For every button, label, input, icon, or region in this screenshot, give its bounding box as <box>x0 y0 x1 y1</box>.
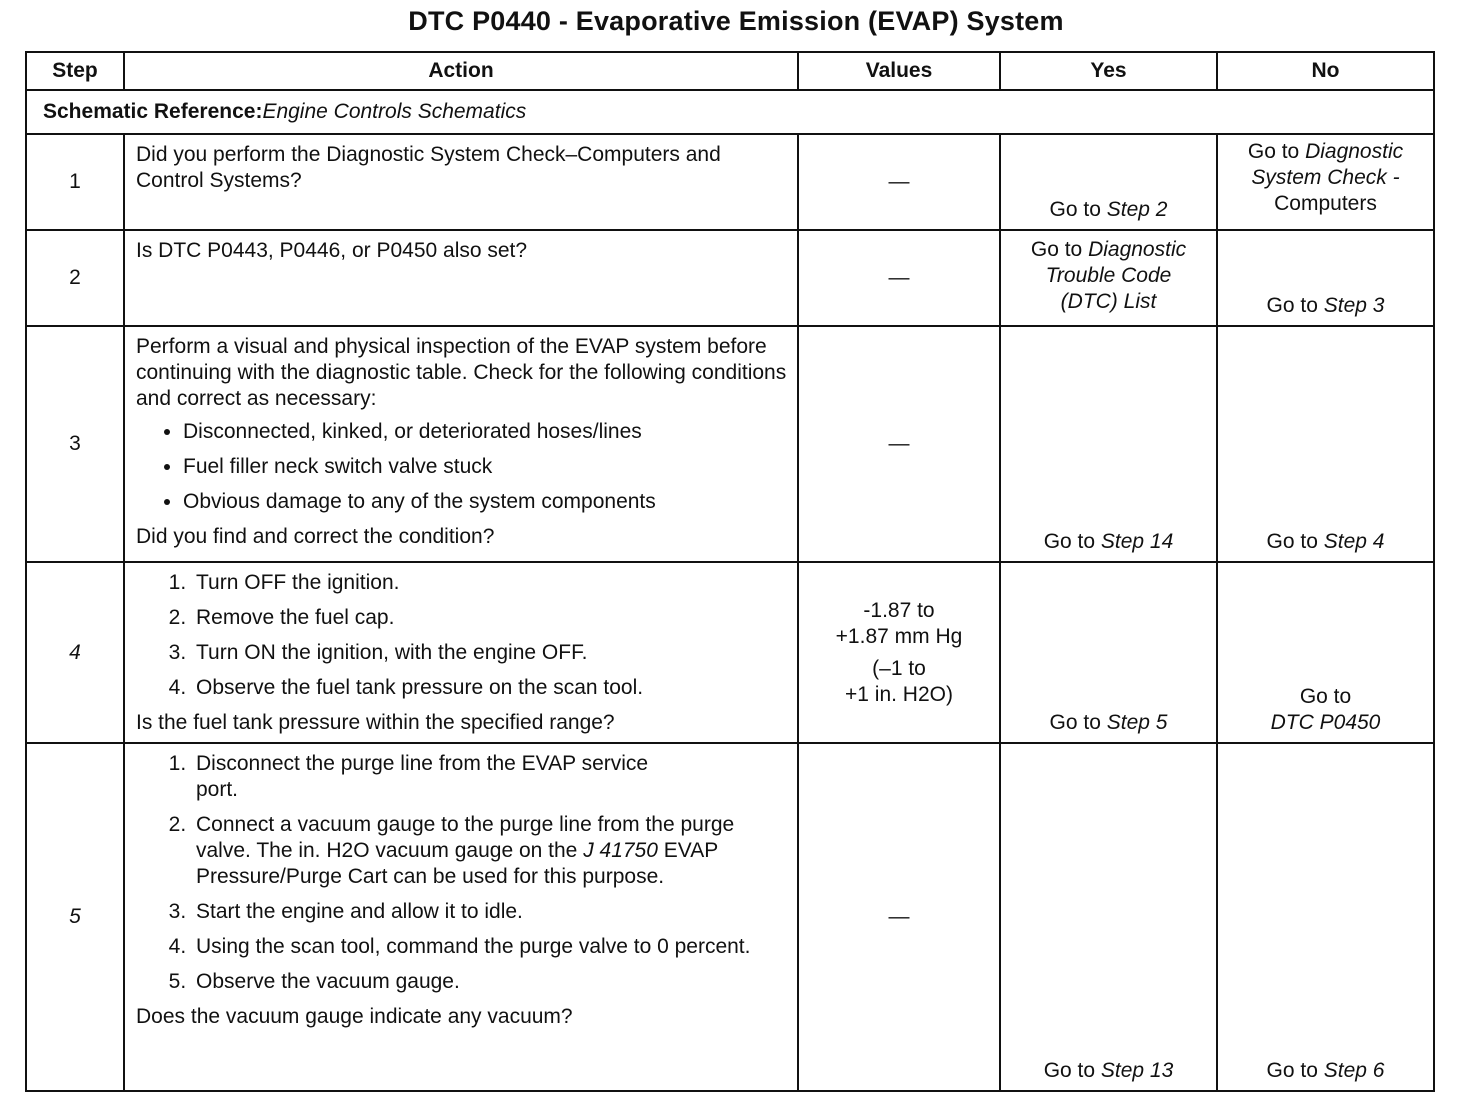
list-item <box>192 812 787 890</box>
schematic-row <box>26 90 1434 134</box>
step-number: 4 <box>26 562 124 743</box>
schematic-reference <box>26 90 1434 134</box>
action-intro: Perform a visual and physical inspection of the EVAP system before continuing with the diagnostic table. Check for the following conditions and correct as necessary: <box>136 335 787 410</box>
list-item: 1. Disconnect the purge line from the EVAP service port. <box>192 751 787 803</box>
yes-cell <box>1000 134 1217 230</box>
page-title: DTC P0440 - Evaporative Emission (EVAP) System <box>408 6 1064 36</box>
yes-cell <box>1000 562 1217 743</box>
list-item: 5. Observe the vacuum gauge. <box>192 969 787 995</box>
value-line: +1 in. H2O) <box>845 682 953 706</box>
yes-cell <box>1000 230 1217 326</box>
yes-ref-link: Step 13 <box>1100 1059 1174 1082</box>
list-item: • Fuel filler neck switch valve stuck <box>183 454 787 480</box>
yes-ref-link: Step 5 <box>1106 711 1168 734</box>
list-item: • Disconnected, kinked, or deteriorated hoses/lines <box>183 419 787 445</box>
value-line: (–1 to <box>872 656 926 680</box>
no-cell <box>1217 326 1434 562</box>
action-text: Is DTC P0443, P0446, or P0450 also set? <box>124 230 798 326</box>
no-prefix: Go to <box>1247 140 1306 163</box>
table-row <box>26 230 1434 326</box>
yes-prefix: Go to <box>1049 711 1107 734</box>
list-item: 4. Using the scan tool, command the purge valve to 0 percent. <box>192 934 787 960</box>
tool-ref: J 41750 <box>583 839 658 862</box>
step-number: 5 <box>26 743 124 1091</box>
yes-prefix: Go to <box>1043 530 1101 553</box>
action-text <box>124 326 798 562</box>
no-cell <box>1217 134 1434 230</box>
values-cell <box>798 562 1000 743</box>
condition-list <box>136 419 787 515</box>
header-yes: Yes <box>1000 52 1217 90</box>
table-header-row <box>26 52 1434 90</box>
values-cell: — <box>798 743 1000 1091</box>
no-suffix: Computers <box>1274 192 1377 215</box>
no-ref-link: DTC P0450 <box>1270 711 1381 734</box>
no-cell <box>1217 743 1434 1091</box>
no-ref-link: Step 4 <box>1323 530 1385 553</box>
header-no: No <box>1217 52 1434 90</box>
procedure-list <box>136 751 787 995</box>
table-row <box>26 743 1434 1091</box>
no-ref-link: Diagnostic System Check - <box>1251 140 1404 189</box>
values-cell: — <box>798 326 1000 562</box>
list-item: 3. Start the engine and allow it to idle. <box>192 899 787 925</box>
no-cell <box>1217 562 1434 743</box>
no-ref-link: Step 6 <box>1323 1059 1385 1082</box>
no-prefix: Go to <box>1299 685 1352 708</box>
step-number: 1 <box>26 134 124 230</box>
step-text: Connect a vacuum gauge to the purge line from the purge valve. The in. H2O vacuum gauge on the <box>196 813 735 862</box>
action-text <box>124 562 798 743</box>
list-item: 4. Observe the fuel tank pressure on the scan tool. <box>192 675 787 701</box>
table-row <box>26 134 1434 230</box>
list-item: 3. Turn ON the ignition, with the engine OFF. <box>192 640 787 666</box>
header-values: Values <box>798 52 1000 90</box>
yes-prefix: Go to <box>1030 238 1089 261</box>
action-text: Did you perform the Diagnostic System Check–Computers and Control Systems? <box>124 134 798 230</box>
list-item: • Obvious damage to any of the system components <box>183 489 787 515</box>
no-prefix: Go to <box>1266 1059 1324 1082</box>
list-item: 2. Remove the fuel cap. <box>192 605 787 631</box>
step-number: 2 <box>26 230 124 326</box>
schematic-label: Schematic Reference: <box>43 100 263 123</box>
values-cell: — <box>798 134 1000 230</box>
procedure-list <box>136 570 787 701</box>
no-ref-link: Step 3 <box>1323 294 1385 317</box>
yes-cell <box>1000 326 1217 562</box>
action-question: Did you find and correct the condition? <box>136 525 495 548</box>
yes-ref-link: Step 14 <box>1100 530 1174 553</box>
value-line: +1.87 mm Hg <box>835 624 963 648</box>
no-cell <box>1217 230 1434 326</box>
table-row <box>26 326 1434 562</box>
list-item: 1. Turn OFF the ignition. <box>192 570 787 596</box>
action-question: Does the vacuum gauge indicate any vacuum? <box>136 1005 573 1028</box>
table-row <box>26 562 1434 743</box>
values-cell: — <box>798 230 1000 326</box>
action-question: Is the fuel tank pressure within the specified range? <box>136 711 615 734</box>
yes-ref-link: Step 2 <box>1106 198 1168 221</box>
no-prefix: Go to <box>1266 294 1324 317</box>
action-text <box>124 743 798 1091</box>
yes-prefix: Go to <box>1049 198 1107 221</box>
header-action: Action <box>124 52 798 90</box>
value-line: -1.87 to <box>863 598 935 622</box>
yes-cell <box>1000 743 1217 1091</box>
schematic-ref-link: Engine Controls Schematics <box>262 100 527 123</box>
diagnostic-table <box>25 51 1435 1092</box>
step-text: EVAP Pressure/Purge Cart can be used for this purpose. <box>196 839 718 888</box>
yes-prefix: Go to <box>1043 1059 1101 1082</box>
step-number: 3 <box>26 326 124 562</box>
yes-ref-link: Diagnostic Trouble Code (DTC) List <box>1045 238 1187 313</box>
header-step: Step <box>26 52 124 90</box>
no-prefix: Go to <box>1266 530 1324 553</box>
